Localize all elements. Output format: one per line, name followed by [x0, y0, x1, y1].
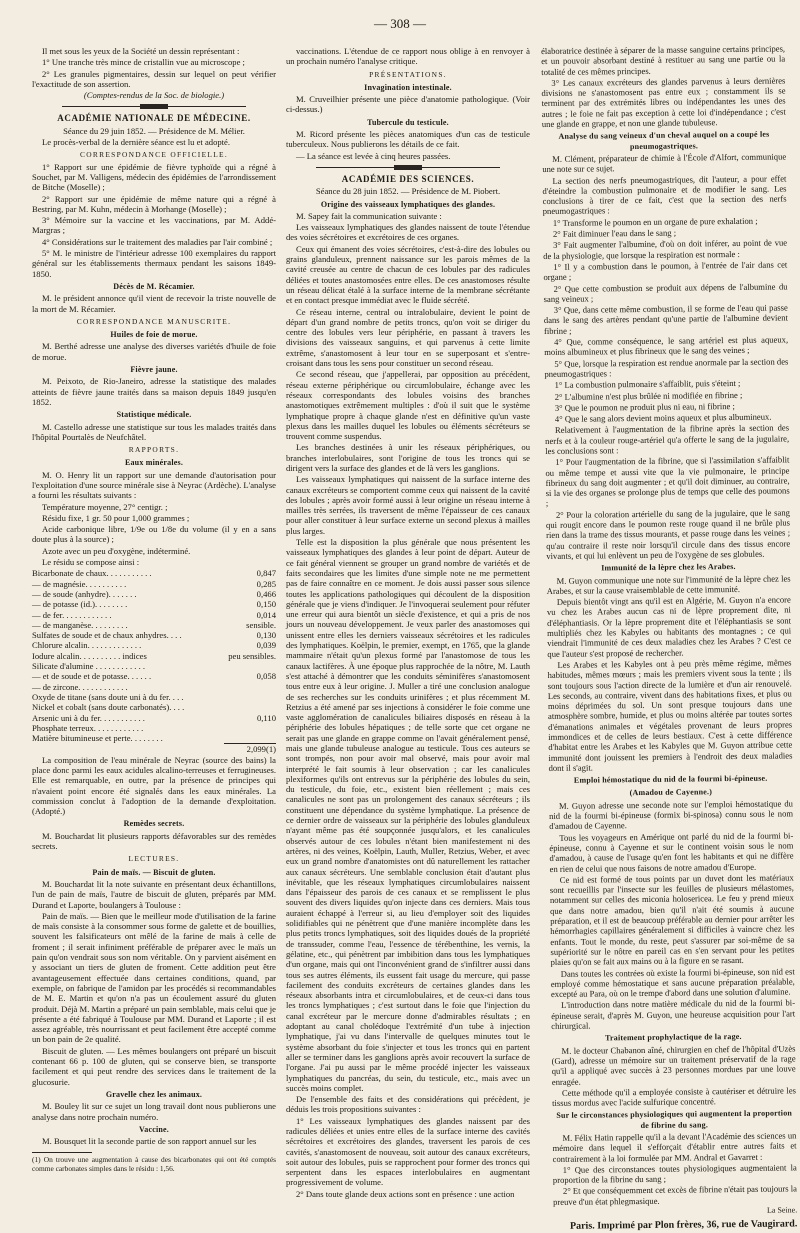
table-row-label: — de zircone. . . . . . . . . . . .	[32, 681, 128, 692]
section-title: ACADÉMIE DES SCIENCES.	[341, 173, 475, 184]
table-row-label: Matière bitumineuse et perte. . . . . . . .	[32, 733, 163, 744]
paragraph: 4° Que, comme conséquence, le sang artériel est plus aqueux, moins albumineux et plus fibrineux que le sang des veines ;	[544, 334, 789, 358]
paragraph: Relativement à l'augmentation de la fibrine après la section des nerfs et à la couleur rouge-artériel qu'a offerte le sang de la jugulaire, les conclusions sont :	[545, 422, 790, 456]
table-row-value	[224, 702, 276, 712]
section-title: ACADÉMIE NATIONALE DE MÉDECINE.	[57, 113, 251, 124]
table-row	[32, 640, 276, 650]
table-row-value: 0,130	[256, 630, 276, 641]
paragraph: M. O. Henry lit un rapport sur une demande d'autorisation pour l'exploitation d'une source minérale sise à Neyrac (Ardèche). L'analyse a fourni les résultats suivants :	[32, 469, 276, 501]
table-row-label: Bicarbonate de chaux. . . . . . . . . . .	[32, 568, 152, 579]
section-divider	[316, 165, 500, 170]
paragraph: 2° Fait diminuer l'eau dans le sang ;	[552, 227, 677, 239]
table-row-value: sensible.	[246, 619, 276, 630]
paragraph: 1° Une tranche très mince de cristallin vue au microscope ;	[42, 57, 245, 68]
paragraph: 1° La combustion pulmonaire s'affaiblit, puis s'éteint ;	[554, 378, 741, 391]
subsection-label: CORRESPONDANCE MANUSCRITE.	[76, 316, 232, 326]
paragraph: Les vaisseaux lymphatiques qui naissent de la surface interne des canaux excréteurs se comportent comme ceux qui naissent de la cavité des lobules ; après avoir formé aussi à leur origine un réseau interne à mailles très serrées, ils traversent de même l'épaisseur de ces canaux pour aller constituer à leur surface externe un second plexus à mailles plus larges.	[286, 474, 530, 536]
table-row	[32, 733, 276, 743]
table-row-label: Chlorure alcalin. . . . . . . . . . . . .	[32, 640, 142, 651]
table-row-value: 0,150	[256, 599, 276, 610]
paragraph: 3° Mémoire sur la vaccine et les vaccinations, par M. Addé-Margras ;	[32, 215, 276, 236]
paragraph: Ce réseau interne, central ou intralobulaire, devient le point de départ d'un grand nombre de petits troncs, qu'on voit se diriger du centre des lobules vers leur périphérie, en passant à travers les divisions des vaisseaux sanguins, et qui parvenus à cette limite extrême, s'anastomosent à leur tour en se superposant et s'entre-croisant dans tous les sens pour constituer un second réseau.	[286, 306, 530, 369]
table-row-value	[224, 692, 276, 702]
mineral-table	[32, 568, 276, 743]
topic-heading: Analyse du sang veineux d'un cheval auquel on a coupé les pneumogastriques.	[558, 129, 770, 151]
paragraph: Biscuit de gluten. — Les mêmes boulangers ont préparé un biscuit contenant 66 p. 100 de gluten, qui se conserve bien, se transporte facilement et qui peut rendre des services dans le traitement de la glucosurie.	[32, 1045, 276, 1087]
table-row	[32, 723, 276, 733]
table-row-label: — de soude (anhydre). . . . . . .	[32, 588, 137, 599]
paragraph: Le résidu se compose ainsi :	[42, 557, 140, 568]
paragraph: M. Ricord présente les pièces anatomiques d'un cas de testicule tuberculeux. Nous publierons les détails de ce fait.	[286, 129, 530, 150]
column-left	[32, 46, 276, 1174]
paragraph: Azote avec un peu d'oxygène, indéterminé.	[42, 545, 191, 556]
signature: La Seine.	[766, 1205, 798, 1215]
section-divider	[62, 104, 246, 109]
topic-heading: Eaux minérales.	[124, 458, 184, 468]
topic-heading: Statistique médicale.	[116, 410, 192, 420]
paragraph: 3° Que, dans cette même combustion, il se forme de l'eau qui passe dans le sang des artères pendant qu'une partie de l'albumine devient fibrine ;	[543, 302, 788, 336]
column-right	[541, 43, 798, 1233]
paragraph: 3° Fait augmenter l'albumine, d'où on doit inférer, au point de vue de la physiologie, que lorsque la respiration est normale :	[543, 237, 788, 261]
paragraph: La section des nerfs pneumogastriques, dit l'auteur, a pour effet d'éteindre la combustion pulmonaire et de modifier le sang. Les conclusions à tirer de ce fait, c'est que la section des nerfs pneumogastriques :	[542, 173, 787, 217]
paragraph: Les branches destinées à unir les réseaux périphériques, ou branches interlobulaires, sont l'origine de tous les troncs qui se dirigent vers la surface des glandes et de là vers les ganglions.	[286, 442, 530, 473]
table-row-value: peu sensibles.	[228, 650, 276, 661]
table-row-label: Arsenic uni à du fer. . . . . . . . . . .	[32, 712, 145, 723]
topic-heading: Huiles de foie de morue.	[110, 330, 198, 340]
paragraph: De l'ensemble des faits et des considérations qui précèdent, je déduis les trois propositions suivantes :	[286, 1094, 530, 1115]
footnote: (1) On trouve une augmentation à cause des bicarbonates qui ont été comptés comme carbonates simples dans le résidu : 1,56.	[32, 1155, 276, 1174]
table-row	[32, 713, 276, 723]
paragraph: 2° Les granules pigmentaires, dessin sur lequel on peut vérifier l'exactitude de son assertion.	[32, 68, 276, 89]
paragraph: Tous les voyageurs en Amérique ont parlé du nid de la fourmi bi-épineuse, connu à Cayenne et sur le continent voisin sous le nom d'amadou, à cause de l'usage qu'en font les habitants et qui ne diffère en rien de celui que nous faisons de notre amadou d'Europe.	[549, 830, 794, 874]
table-row-label: — de manganèse. . . . . . . . .	[32, 619, 128, 630]
table-row-value: 0,110	[256, 712, 276, 723]
paragraph: 4° Que le sang alors devient moins aqueux et plus albumineux.	[554, 411, 772, 424]
table-total: 2,099(1)	[224, 743, 276, 754]
paragraph: M. Peixoto, de Rio-Janeiro, adresse la statistique des malades atteints de fièvre jaune traités dans sa maison depuis 1849 jusqu'en 1852.	[32, 376, 276, 407]
paragraph: 4° Considérations sur le traitement des maladies par l'air combiné ;	[42, 236, 273, 247]
table-row-value	[224, 733, 276, 743]
paragraph: Ce second réseau, que j'appellerai, par opposition au précédent, réseau externe périphérique ou circumlobulaire, échange avec les réseaux correspondants des lobules voisins des branches anastomotiques extrêmement multiples : d'où il suit que le système lymphatique propre à chaque glande n'est en définitive qu'un vaste plexus dans les mailles duquel les lobules ou éléments sécréteurs se trouvent comme suspendus.	[286, 369, 530, 442]
table-row-value: 0,058	[256, 671, 276, 682]
table-row-value: 0,285	[256, 578, 276, 589]
paragraph: L'introduction dans notre matière médicale du nid de la fourmi bi-épineuse serait, d'après M. Guyon, une heureuse acquisition pour l'art chirurgical.	[551, 997, 796, 1031]
paragraph: M. Berthé adresse une analyse des diverses variétés d'huile de foie de morue.	[32, 341, 276, 362]
table-row-label: Phosphate terreux. . . . . . . . . . . .	[32, 722, 144, 733]
table-row	[32, 610, 276, 620]
table-row-label: Iodure alcalin. . . . . . . . . . indices	[32, 650, 147, 661]
table-row-label: — de potasse (id.). . . . . . . .	[32, 599, 128, 610]
topic-heading: Emploi hémostatique du nid de la fourmi bi-épineuse.	[573, 773, 768, 785]
paragraph: Dans toutes les contrées où existe la fourmi bi-épineuse, son nid est employé comme hémostatique et sans aucune préparation préalable, excepté au Para, où on le trempe d'abord dans une solution d'alumine.	[550, 965, 795, 1000]
topic-heading: Origine des vaisseaux lymphatiques des glandes.	[320, 199, 496, 209]
table-row-label: — de fer. . . . . . . . . . . .	[32, 609, 112, 620]
paragraph: 1° Il y a combustion dans le poumon, à l'entrée de l'air dans cet organe ;	[543, 259, 788, 283]
paragraph: Les Arabes et les Kabyles ont à peu près même régime, mêmes habitudes, mêmes mœurs ; mais les premiers vivent sous la tente ; ils sont toujours sous l'action directe de la lumière et d'un air renouvelé. Les seconds, au contraire, vivent dans des habitations fixes, et plus ou moins déprimées du sol. Un sont presque toujours dans une atmosphère sombre, humide, et plus ou moins altérée par toutes sortes d'émanations animales et végétales provenant de leurs propres immondices et de celles de leurs bestiaux. C'est à cette différence d'habitat entre les Arabes et les Kabyles que M. Guyon attribue cette immunité dont jouissent les premiers à l'endroit des deux maladies dont il s'agit.	[547, 657, 793, 773]
paragraph: élaboratrice destinée à séparer de la masse sanguine certains principes, et un pouvoir absorbant destiné à restituer au sang une partie ou la totalité de ces mêmes principes.	[541, 43, 786, 77]
paragraph: M. Bousquet lit la seconde partie de son rapport annuel sur les	[42, 1136, 257, 1147]
paragraph: 1° Les vaisseaux lymphatiques des glandes naissent par des radicules déliées et unies entre elles de la surface interne des cavités sécrétoires et excrétoires des glandes, traversent les parois de ces cavités, s'anastomosent de nouveau, soit autour des canaux excréteurs, soit autour des lobules, puis se rapprochent pour former des troncs qui serpentent dans les espaces interlobulaires en augmentant progressivement de volume.	[286, 1115, 530, 1188]
paragraph: Pain de maïs. — Bien que le meilleur mode d'utilisation de la farine de maïs consiste à la consommer sous forme de galette et de bouillies, souvent les falsificateurs ont mêlé de la farine de maïs à celle de froment ; il serait infiniment préférable de préparer avec le maïs un pain qu'on vendrait sous son nom véritable. On y parvient aisément en y associant un tiers de gluten de froment. Cette addition peut être avantageusement effectuée dans certaines conditions, quand, par exemple, on fabrique de l'amidon par les procédés si recommandables de M. E. Martin et qu'on n'a pas un écoulement assuré du gluten produit. Déjà M. Martin a préparé un pain semblable, mais celui que je présente a été fabriqué à Toulouse par MM. Durand et Laporte ; il est assez agréable, très nourrissant et peut facilement être accepté comme un bon pain de 2e qualité.	[32, 910, 276, 1045]
paragraph: Le procès-verbal de la dernière séance est lu et adopté.	[42, 137, 231, 148]
paragraph: 2° Rapport sur une épidémie de même nature qui a régné à Bestring, par M. Kuhn, médecin à Morhange (Moselle) ;	[32, 193, 276, 214]
paragraph: 2° L'albumine n'est plus brûlée ni modifiée en fibrine ;	[554, 389, 743, 402]
topic-heading: Remèdes secrets.	[123, 819, 185, 829]
paragraph: Résidu fixe, 1 gr. 50 pour 1,000 grammes ;	[42, 512, 190, 523]
table-row	[32, 630, 276, 640]
paragraph: M. le président annonce qu'il vient de recevoir la triste nouvelle de la mort de M. Récamier.	[32, 293, 276, 314]
paragraph: Cette méthode qu'il a employée consiste à cautériser et détruire les tissus mordus avec l'acide sulfurique concentré.	[552, 1085, 797, 1109]
paragraph: M. Bouley lit sur ce sujet un long travail dont nous publierons une analyse dans notre prochain numéro.	[32, 1101, 276, 1122]
paragraph: Acide carbonique libre, 1/9e ou 1/8e du volume (il y en a sans doute plus à la source) ;	[32, 524, 276, 545]
topic-heading: Traitement prophylactique de la rage.	[605, 1032, 742, 1043]
source-note: (Comptes-rendus de la Soc. de biologie.)	[83, 90, 225, 101]
paragraph: M. Cruveilhier présente une pièce d'anatomie pathologique. (Voir ci-dessus.)	[286, 94, 530, 115]
paragraph: — La séance est levée à cinq heures passées.	[296, 150, 451, 161]
table-row	[32, 661, 276, 671]
table-row	[32, 682, 276, 692]
paragraph: 3° Les canaux excréteurs des glandes parvenus à leurs dernières divisions ne s'anastomosent pas entre eux ; constamment ils se terminent par des extrémités libres ou indépendantes les unes des autres ; le foie ne fait pas exception à cette loi d'indépendance ; c'est une glande en grappe, et non une glande tubuleuse.	[541, 75, 786, 130]
paragraph: M. Castello adresse une statistique sur tous les malades traités dans l'hôpital Pourtalès de Neufchâtel.	[32, 421, 276, 442]
session-line: Séance du 29 juin 1852. — Présidence de M. Mélier.	[63, 125, 245, 136]
paragraph: 1° Transforme le poumon en un organe de pure exhalation ;	[552, 215, 758, 228]
subsection-label: RAPPORTS.	[128, 445, 180, 455]
paragraph: M. Clément, préparateur de chimie à l'École d'Alfort, communique une note sur ce sujet.	[542, 151, 787, 175]
topic-heading: Invagination intestinale.	[364, 82, 452, 92]
subsection-label: PRÉSENTATIONS.	[369, 69, 447, 79]
table-row-value: 0,039	[256, 640, 276, 651]
paragraph: 3° Que le poumon ne produit plus ni eau, ni fibrine ;	[554, 400, 735, 413]
table-row	[32, 620, 276, 630]
table-row	[32, 579, 276, 589]
paragraph: M. Bouchardat lit plusieurs rapports défavorables sur des remèdes secrets.	[32, 830, 276, 852]
topic-heading: Décès de M. Récamier.	[113, 281, 195, 291]
paragraph: 2° Dans toute glande deux actions sont en présence : une action	[296, 1188, 515, 1199]
table-row-value: 0,014	[256, 609, 276, 620]
paragraph: Ce nid est formé de tous points par un duvet dont les matériaux sont recueillis par l'insecte sur les feuilles de plusieurs mélastomes, notamment sur celles des miconia holosericea. Le feu y prend mieux que dans notre amadou, bien qu'il n'ait été soumis à aucune préparation, et il est de beaucoup préférable au dernier pour arrêter les hémorrhagies capillaires généralement si difficiles à vaincre chez les enfants. Tout le monde, du reste, peut s'assurer par soi-même de sa supériorité sur le nôtre en pareil cas en s'en servant pour les petites plaies qu'on se fait aux mains ou à la figure en se rasant.	[549, 872, 795, 968]
table-row-label: Oxyde de titane (sans doute uni à du fer. . . .	[32, 691, 184, 702]
table-row	[32, 599, 276, 609]
topic-heading: Fièvre jaune.	[130, 365, 178, 375]
table-row-value	[224, 723, 276, 733]
table-row-value	[224, 661, 276, 671]
paragraph: M. Sapey fait la communication suivante :	[296, 210, 442, 221]
topic-heading: Pain de maïs. — Biscuit de gluten.	[92, 867, 216, 877]
topic-heading: Gravelle chez les animaux.	[105, 1089, 203, 1099]
paragraph: 2° Et que conséquemment cet excès de fibrine n'était pas toujours la preuve d'un état phlegmasique.	[553, 1183, 798, 1207]
paragraph: 5° M. le ministre de l'intérieur adresse 100 exemplaires du rapport général sur les établissements thermaux pendant les saisons 1849-1850.	[32, 248, 276, 279]
table-row	[32, 702, 276, 712]
paragraph: Ceux qui émanent des voies sécrétoires, c'est-à-dire des lobules ou grains glanduleux, prennent naissance sur les parois mêmes de la cavité creusée au centre de chacun de ces lobules par des radicules déliées et toutes anastomosées entre elles. De ces anastomoses résulte un réseau délicat étalé à la surface interne de la membrane sécrétante et en contact presque immédiat avec le fluide sécrété.	[286, 243, 530, 306]
paragraph: 2° Que cette combustion se produit aux dépens de l'albumine du sang veineux ;	[543, 280, 788, 304]
footnote-rule	[32, 1152, 92, 1153]
paragraph: Température moyenne, 27° centigr. ;	[42, 501, 168, 512]
paragraph: Il met sous les yeux de la Société un dessin représentant :	[42, 46, 240, 56]
printer-imprint: Paris. Imprimé par Plon frères, 36, rue de Vaugirard.	[569, 1218, 798, 1233]
paragraph: 1° Que des circonstances toutes physiologiques augmentaient la proportion de la fibrine du sang ;	[552, 1162, 797, 1186]
paragraph: Depuis bientôt vingt ans qu'il est en Algérie, M. Guyon n'a encore vu chez les Arabes aucun cas ni de lèpre proprement dite, ni d'éléphantiasis. Or la lèpre proprement dite et l'éléphantiasis se sont multipliés chez les Kabyles ou habitants des montagnes ; ce qui viendrait l'immunité de ces deux maladies chez les Arabes ? C'est ce que l'auteur s'est proposé de rechercher.	[546, 594, 792, 659]
paragraph: La composition de l'eau minérale de Neyrac (source des bains) la place donc parmi les eaux acidules alcalino-terreuses et ferrugineuses. Elle est remarquable, en outre, par la présence de principes qui n'avaient point encore été signalés dans les eaux minérales. La commission conclut à l'adoption de la demande d'exploitation. (Adopté.)	[32, 754, 276, 817]
session-line: Séance du 28 juin 1852. — Présidence de M. Piobert.	[315, 186, 501, 197]
topic-heading: Tubercule du testicule.	[367, 117, 449, 127]
table-row-value	[224, 682, 276, 692]
paragraph: M. Guyon adresse une seconde note sur l'emploi hémostatique du nid de la fourmi bi-épineuse (formix bi-spinosa) connu sous le nom d'amadou de Cayenne.	[549, 798, 794, 832]
table-row	[32, 671, 276, 681]
paragraph: 1° Rapport sur une épidémie de fièvre typhoïde qui a régné à Souchet, par M. Valligens, médecin des épidémies de l'arrondissement de Bitche (Moselle) ;	[32, 161, 276, 193]
page-number: — 308 —	[374, 16, 426, 31]
paragraph: M. Félix Hatin rappelle qu'il a la devant l'Académie des sciences un mémoire dans lequel il s'efforçait d'établir entre autres faits et contrairement à la loi formulée par MM. Andral et Gavarret :	[552, 1130, 797, 1164]
paragraph: M. Guyon communique une note sur l'immunité de la lèpre chez les Arabes, et sur la cause vraisemblable de cette immunité.	[546, 572, 791, 596]
table-row-label: — et de soude et de potasse. . . . . .	[32, 671, 152, 682]
table-row-value: 0,847	[256, 568, 276, 579]
table-row-label: Nickel et cobalt (sans doute carbonatés). . . .	[32, 702, 185, 713]
paragraph: 5° Que, lorsque la respiration est rendue anormale par la section des pneumogastriques :	[544, 356, 789, 379]
subsection-label: CORRESPONDANCE OFFICIELLE.	[80, 150, 228, 160]
table-row-label: — de magnésie. . . . . . . . . .	[32, 578, 127, 589]
paragraph: Telle est la disposition la plus générale que nous présentent les vaisseaux lymphatiques des glandes à leur point de départ. Auteur de ce fait général viennent se grouper un grand nombre de variétés et de faits secondaires que les limites d'une simple note ne me permettent pas de faire connaître en ce moment. Je dois aussi passer sous silence toutes les applications pathologiques qui découlent de la disposition générale que je viens d'indiquer. Je l'invoquerai seulement pour réfuter une erreur qui aura bientôt un siècle d'existence, et qui a pris de nos jours un nouveau développement. Je veux parler des anastomoses qui unissent entre elles les derniers vaisseaux sécrétoires et les radicules des lymphatiques. Koëlpin, le premier, exempt, en 1765, que la glande mammaire n'était qu'un plexus formé par l'anastomose de tous les canaux lactifères. À une époque plus rapprochée de la nôtre, M. Lauth s'est attaché à démontrer que les conduits séminifères s'anastomosent tous entre eux à leur origine. J. Muller a tiré une conclusion analogue de ses recherches sur les conduits urinifères ; et plus récemment M. Retzius a été amené par ses injections à considérer le foie comme une vaste agglomération de canalicules biliaires disposés en réseau à la périphérie des lobules hépatiques ; de telle sorte que cet organe ne serait pas une glande en grappe comme on l'avait généralement pensé, mais une glande tubuleuse analogue au testicule. Tous ces auteurs se sont trompés, non pour avoir mal observé, mais pour avoir mal interprété le fait soumis à leur observation ; car les canalicules plexiformes qu'ils ont entrevus sur la périphérie des lobules du sein, du testicule, du foie, etc., existent bien réellement ; mais ces canalicules ne sont pas un prolongement des canaux sécréteurs ; ils constituent une dépendance du système lymphatique. La présence de ce dernier ordre de vaisseaux sur la périphérie des lobules glanduleux n'ayant même pas été soupçonnée jusqu'alors, et les canalicules observés autour de ces lobules n'étant bien manifestement ni des artères, ni des veines, Koëlpin, Lauth, Muller, Retzius, Weber, et avec eux un grand nombre d'anatomistes ont dû naturellement les rattacher aux canaux sécréteurs. Une semblable conclusion était d'autant plus inévitable, que les réseaux lymphatiques circumlobulaires naissent dans l'épaisseur des parois de ces canaux et se remplissent le plus souvent des divers liquides qu'on injecte dans ces derniers. Mais tous auraient échappé à l'erreur si, au lieu d'employer soit des liquides solidifiables qui ne pénètrent que d'une manière incomplète dans les plus petits troncs lymphatiques, soit des liquides doués de la propriété de transsuder, comme l'eau, l'essence de térébenthine, les vernis, la gélatine, etc., qui pénètrent par imbibition dans tous les lymphatiques d'un organe, mais qui ont l'inconvénient grand de s'infiltrer aussi dans tous ses autres éléments, ils eussent fait usage du mercure, qui passe facilement des conduits excréteurs de certaines glandes dans les réseaux absorbants intra et circumlobulaires, et de ceux-ci dans tous les troncs lymphatiques ; c'est surtout dans le foie que l'injection du canal excréteur par le mercure donne d'admirables résultats ; en adoptant au canal cholédoque l'extrémité d'un tube à injection lymphatique, j'ai vu dans l'intervalle de quelques minutes tout le système absorbant du foie s'injecter et tous les troncs qui en partent aller se terminer dans les ganglions après avoir recouvert la surface de l'organe. J'ai pu aussi par le même procédé injecter les vaisseaux lymphatiques du pancréas, du sein, du testicule, etc., mais avec un succès moins complet.	[286, 537, 530, 1093]
table-row	[32, 589, 276, 599]
subsection-label: LECTURES.	[128, 854, 180, 864]
table-row-label: Sulfates de soude et de chaux anhydres. . . .	[32, 630, 182, 641]
paragraph: Les vaisseaux lymphatiques des glandes naissent de toute l'étendue des voies sécrétoires et excrétoires de ces organes.	[286, 222, 530, 243]
topic-heading: Immunité de la lèpre chez les Arabes.	[601, 562, 736, 573]
table-row	[32, 568, 276, 578]
topic-heading: Vaccine.	[139, 1124, 169, 1134]
paragraph: 2° Pour la coloration artérielle du sang de la jugulaire, que le sang qui rougit encore dans le poumon reste rouge quand il ne brûle plus rien dans la trame des tissus mourants, et passe rouge dans les veines ; qu'au contraire il reste noir lorsqu'il circule dans des tissus encore vivants, et qui lui enlèvent un peu de l'oxygène de ses globules.	[545, 507, 791, 561]
table-row	[32, 651, 276, 661]
paragraph: vaccinations. L'étendue de ce rapport nous oblige à en renvoyer à un prochain numéro l'analyse critique.	[286, 46, 530, 67]
table-row-value: 0,466	[256, 588, 276, 599]
paragraph: 1° Pour l'augmentation de la fibrine, que si l'assimilation s'affaiblit ou même tempe et aussi vite que la vie pulmonaire, le principe fibrineux du sang doit augmenter ; et qu'il doit diminuer, au contraire, si la vie des organes se prolonge plus de temps que celle des poumons ;	[545, 454, 790, 509]
column-middle	[286, 46, 530, 1199]
paragraph: M. le docteur Chabanon aîné, chirurgien en chef de l'hôpital d'Uzès (Gard), adresse un mémoire sur un traitement préservatif de la rage qu'il a appliqué avec succès à 23 personnes mordues par une louve enragée.	[551, 1042, 796, 1087]
paragraph: M. Bouchardat lit la note suivante en présentant deux échantillons, l'un de pain de maïs, l'autre de biscuit de gluten, préparés par MM. Durand et Laporte, boulangers à Toulouse :	[32, 878, 276, 910]
table-row	[32, 692, 276, 702]
table-row-label: Silicate d'alumine . . . . . . . . . . . .	[32, 661, 146, 672]
topic-subheading: (Amadou de Cayenne.)	[629, 787, 713, 798]
topic-heading: Sur le circonstances physiologiques qui augmentent la proportion de fibrine du sang.	[556, 1108, 793, 1130]
